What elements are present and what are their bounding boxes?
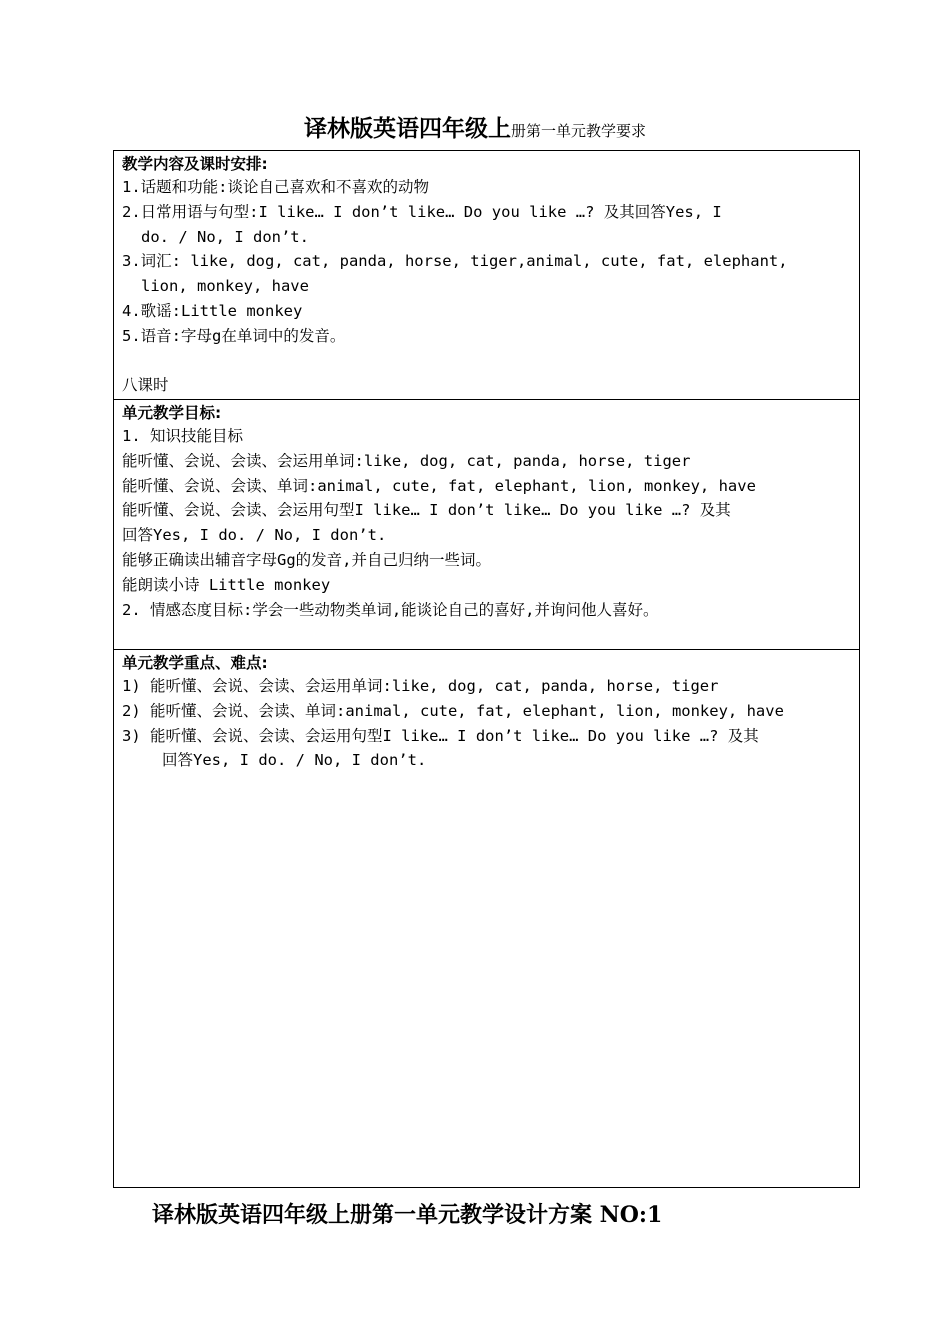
list-item: 能听懂、会说、会读、会运用句型I like… I don’t like… Do you like …? 及其 bbox=[122, 501, 731, 520]
title-main: 译林版英语四年级上 bbox=[303, 115, 511, 142]
lesson-count: 八课时 bbox=[122, 376, 169, 395]
key-points-section bbox=[114, 650, 859, 773]
list-item: 能朗读小诗 Little monkey bbox=[122, 575, 331, 594]
list-item-continuation: lion, monkey, have bbox=[141, 277, 309, 296]
list-item: 3) 能听懂、会说、会读、会运用句型I like… I don’t like… Do you like …? 及其 bbox=[122, 726, 759, 745]
list-item: 2) 能听懂、会说、会读、单词:animal, cute, fat, elephant, lion, monkey, have bbox=[122, 701, 784, 720]
spacer bbox=[122, 349, 851, 374]
list-item: 能听懂、会说、会读、会运用单词:like, dog, cat, panda, horse, tiger bbox=[122, 451, 691, 470]
unit-objectives-section bbox=[114, 400, 859, 650]
content-schedule-section bbox=[114, 151, 859, 400]
page-title bbox=[0, 110, 950, 143]
list-item: 1) 能听懂、会说、会读、会运用单词:like, dog, cat, panda, horse, tiger bbox=[122, 677, 719, 695]
list-item: 1.话题和功能:谈论自己喜欢和不喜欢的动物 bbox=[122, 178, 429, 196]
list-item: 能够正确读出辅音字母Gg的发音,并自己归纳一些词。 bbox=[122, 550, 491, 569]
section-heading: 单元教学重点、难点: bbox=[122, 654, 268, 672]
list-item: 3.词汇: like, dog, cat, panda, horse, tiger,animal, cute, fat, elephant, bbox=[122, 252, 788, 271]
section-heading: 教学内容及课时安排: bbox=[122, 155, 268, 173]
list-item-continuation: 回答Yes, I do. / No, I don’t. bbox=[162, 751, 427, 770]
list-item-continuation: 回答Yes, I do. / No, I don’t. bbox=[122, 526, 387, 545]
plan-table bbox=[113, 150, 860, 1188]
list-item: 1. 知识技能目标 bbox=[122, 427, 243, 445]
list-item: 2.日常用语与句型:I like… I don’t like… Do you like …? 及其回答Yes, I bbox=[122, 202, 722, 221]
list-item: 2. 情感态度目标:学会一些动物类单词,能谈论自己的喜好,并询问他人喜好。 bbox=[122, 600, 659, 619]
title-suffix: 册第一单元教学要求 bbox=[510, 122, 646, 140]
list-item: 4.歌谣:Little monkey bbox=[122, 301, 303, 320]
list-item: 能听懂、会说、会读、单词:animal, cute, fat, elephant, lion, monkey, have bbox=[122, 476, 756, 495]
footer-title: 译林版英语四年级上册第一单元教学设计方案 NO:1 bbox=[152, 1202, 663, 1228]
list-item: 5.语音:字母g在单词中的发音。 bbox=[122, 326, 346, 345]
section-heading: 单元教学目标: bbox=[122, 404, 222, 422]
list-item-continuation: do. / No, I don’t. bbox=[141, 227, 309, 246]
